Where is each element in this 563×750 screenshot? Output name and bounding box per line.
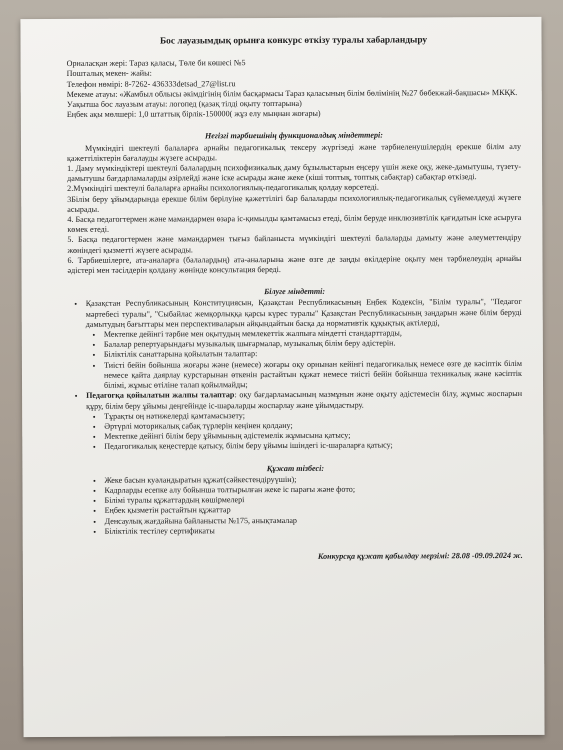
doc-item: • Денсаулық жағдайына байланысты №175, анықтамалар: [105, 514, 523, 526]
requirement-subitem: • Мектепке дейінгі білім беру ұйымының әдістемелік жұмысына қатысу;: [104, 430, 522, 442]
docs-block: [68, 474, 522, 537]
info-block: [67, 57, 521, 120]
doc-item: • Біліктілік тестілеу сертификаты: [105, 525, 523, 537]
info-salary: Еңбек ақы мөлшері: 1,0 штаттық бірлік-150000( жұз елу мыңнан жоғары): [66, 109, 321, 120]
doc-item: • Еңбек қызметін растайтын құжаттар: [105, 504, 523, 516]
duties-block: [67, 142, 522, 277]
info-position: Уақытша бос лауазым атауы: логопед (қазақ тілді оқыту топтарына): [66, 98, 302, 109]
document-content: [66, 31, 522, 563]
document-title: Бос лауазымдық орынға конкурс өткізу туралы хабарландыру: [159, 35, 428, 47]
duties-heading: Негізгі тәрбиешінің функционалдық міндеттері:: [204, 130, 383, 141]
requirement-subitem: • Тұрақты оң нәтижелерді қамтамасызету;: [104, 410, 522, 422]
knowledge-item: • Балалар репертуарындағы музыкалық шығармалар, музыкалық білім беру әдістерін.: [104, 338, 522, 350]
knowledge-block: [68, 297, 523, 452]
deadline-note: Конкурсқа құжат қабылдау мерзімі: 28.08 -09.09.2024 ж.: [317, 550, 523, 561]
duty-item: Мүмкіндігі шектеулі балаларға арнайы педагогикалық тексеру жүргізеді және тәрбиеленушілердің ерекше білім алу қажеттіліктерін бағалауды жүзеге асырады.: [67, 141, 522, 163]
knowledge-item: • Мектепке дейінгі тәрбие мен оқытудың мемлекеттік жалпыға міндетті стандарттарды,: [104, 328, 522, 340]
doc-item: • Білімі туралы құжаттардың көшірмелері: [105, 494, 523, 506]
requirement-subitem: • Педагогикалық кеңестерде қатысу, білім беру ұйымы ішіндегі іс-шараларға қатысу;: [104, 440, 522, 452]
knowledge-requirements: [86, 389, 522, 411]
document-sheet: [20, 17, 544, 737]
doc-item: • Жеке басын куәландыратын құжат(сәйкестендіруүшін);: [104, 474, 522, 486]
duty-item: 4. Басқа педагогтермен және мамандармен өзара іс-қимылды қамтамасыз етеді, білім беруде инклюзивтілік қағидатын іске асыруға көмек етеді.: [67, 213, 522, 235]
knowledge-item: • Біліктілік санаттарына қойылатын талаптар:: [104, 348, 522, 360]
info-organization: Мекеме атауы: «Жамбыл облысы әкімдігінің білім басқармасы Тараз қаласының білім бөлімінің №27 бөбекжай-бақшасы» МКҚК.: [66, 87, 518, 99]
knowledge-item: • Тиісті бейін бойынша жоғары және (немесе) жоғары оқу орнынан кейінгі педагогикалық немесе өзге де кәсіптік білім немесе қайта даярлау курстарынан өткенін растайтын құжат немесе тиісті бейін бойынша техникалық және кәсіптік білімі, жұмыс өтіліне талап қойылмайды;: [104, 359, 522, 391]
requirements-text: : оқу бағдарламасының мазмұнын және оқыту әдістемесін білу, жұмыс жоспарын құру, білім беру ұйымы деңгейінде іс-шараларды жоспарлау және ұйымдастыру.: [86, 389, 523, 411]
doc-item: • Кадрларды есепке алу бойынша толтырылған жеке іс парағы және фото;: [104, 484, 522, 496]
duty-item: 3Білім беру ұйымдарында ерекше білім берілуіне қажеттілігі бар балаларды психологиялық-педагогикалық сүйемелдеуді жүзеге асырады.: [67, 192, 522, 214]
knowledge-heading: Білуге міндетті:: [264, 287, 326, 297]
info-location: Орналасқан жері: Тараз қаласы, Төле би көшесі №5: [66, 58, 246, 69]
requirement-subitem: • Әртүрлі моторикалық сабақ түрлерін кеңінен қолдану;: [104, 420, 522, 432]
info-postal: Пошталық мекен- жайы:: [66, 68, 152, 79]
duty-item: 1. Даму мүмкіндіктері шектеулі балалардың психофизикалық даму бұзылыстарын еңсеру үшін жеке оқу, жеке-дамытушы, түзету-дамытушы бағдарламаларды әзірлейді және іске асырады және жеке (кіші топтық, топтық сабақтар) сабақтар өткізеді.: [67, 161, 522, 184]
knowledge-item: • Қазақстан Республикасының Конституциясын, Қазақстан Республикасының Еңбек Кодексін, "Білім туралы", "Педагог мәртебесі туралы", "Сыбайлас жемқорлыққа қарсы күрес туралы" Қазақстан Республикасының заңдарын және білім беруді дамытудың бағыттары мен перспективаларын айқындайтын басқа да нормативтік құқықтық актілерді,: [86, 297, 522, 330]
requirements-label: Педагогқа қойылатын жалпы талаптар: [86, 390, 235, 401]
duty-item: 6. Тәрбиешілерге, ата-аналарға (балалардың) ата-аналарына және өзге де заңды өкілдеріне оқыту мен тәрбиелеудің арнайы әдістері мен тәсілдерін қолдану жөнінде консультация береді.: [67, 253, 522, 275]
duty-item: 5. Басқа педагогтермен және мамандармен тығыз байланыста мүмкіндігі шектеулі балаларды дамыту және әлеуметтендіру жөніндегі қызметті жүзеге асырады.: [67, 233, 522, 255]
docs-heading: Құжат тізбесі:: [266, 463, 325, 473]
duty-item: 2.Мүмкіндігі шектеулі балаларға арнайы психологиялық-педагогикалық қолдау көрсетеді.: [67, 183, 379, 194]
info-phone: Телефон нөмірі: 8-7262- 436333detsad_27@list.ru: [66, 78, 236, 89]
